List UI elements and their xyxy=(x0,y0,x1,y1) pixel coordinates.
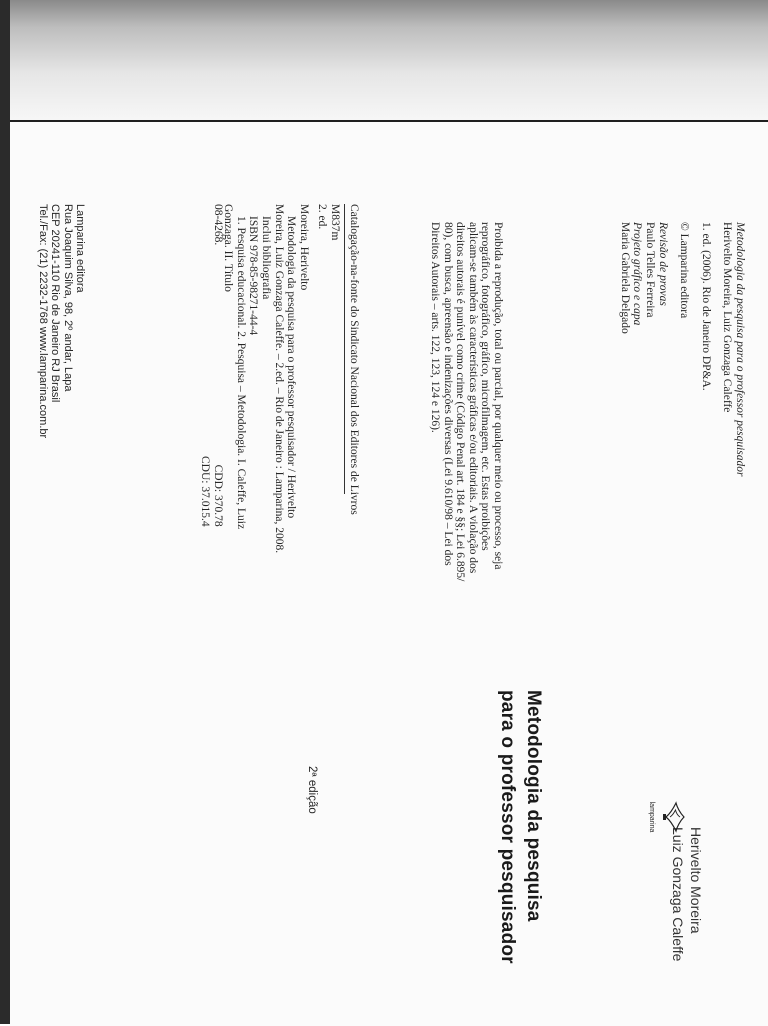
catalog-cdd: CDD: 370.78 xyxy=(212,464,224,527)
credits-copyright: © Lamparina editora xyxy=(678,222,691,319)
credits-title-line: Metodologia da pesquisa para o professor pesquisador xyxy=(734,222,746,477)
publisher-city: CEP 20241-110 Rio de Janeiro RJ Brasil xyxy=(49,204,62,403)
revision-name: Paulo Telles Ferreira xyxy=(644,222,657,318)
title-author-1: Herivelto Moreira xyxy=(688,827,704,934)
legal-line: aplicam-se também às características gráficas e/ou editoriais. A violação dos xyxy=(466,222,479,574)
lamp-icon xyxy=(660,798,686,836)
catalog-call-number: M837m xyxy=(329,204,341,241)
catalog-line: Gonzaga. II. Título xyxy=(222,204,235,292)
catalog-line: Inclui bibliografia xyxy=(260,216,273,300)
catalog-number: 08-4268. xyxy=(212,204,224,246)
credits-authors-line: Herivelto Moreira, Luiz Gonzaga Caleffe xyxy=(721,222,734,413)
credits-block xyxy=(618,222,746,477)
legal-line: 80), com busca, apreensão e indenizações diversas (Lei 9.610/98 – Lei dos xyxy=(441,222,454,566)
publisher-contact: Tel./Fax: (21) 2232-1768 www.lamparina.com.br xyxy=(36,204,49,439)
publisher-address: Rua Joaquim Silva, 98, 2º andar, Lapa xyxy=(61,204,74,392)
title-author-2: Luiz Gonzaga Caleffe xyxy=(670,827,686,962)
legal-notice xyxy=(428,222,504,581)
title-line-1: Metodologia da pesquisa xyxy=(523,690,544,922)
catalog-header: Catalogação-na-fonte do Sindicato Nacional dos Editores de Livros xyxy=(348,204,360,515)
design-name: Maria Gabriela Delgado xyxy=(618,222,631,334)
design-label: Projeto gráfico e capa xyxy=(631,222,644,326)
legal-line: Direitos Autorais – arts. 122, 123, 124 e 126). xyxy=(429,222,442,433)
catalog-line: 1. Pesquisa educacional. 2. Pesquisa – Metodologia. I. Caleffe, Luiz xyxy=(234,216,247,530)
catalog-call-edition: 2. ed. xyxy=(316,204,329,230)
logo-label: lamparina xyxy=(648,801,655,833)
page-shadow xyxy=(10,0,768,122)
catalog-author: Moreira, Herivelto xyxy=(297,204,310,291)
revision-label: Revisão de provas xyxy=(656,222,669,306)
legal-line: reprográfico, fotográfico, gráfico, microfilmagem, etc. Estas proibições xyxy=(479,222,492,551)
lamparina-logo xyxy=(648,798,686,836)
book-binding xyxy=(0,0,10,1024)
catalog-isbn: ISBN 978-85-98271-44-4 xyxy=(247,216,260,336)
publisher-block xyxy=(36,204,86,438)
rotated-spread xyxy=(14,134,754,1014)
catalog-rule xyxy=(344,204,345,494)
publisher-name: Lamparina editora xyxy=(74,204,86,293)
catalog-line: Moreira, Luiz Gonzaga Caleffe. – 2.ed. – Rio de Janeiro : Lamparina, 2008. xyxy=(272,204,285,554)
legal-line: direitos autorais é punível como crime (Código Penal art. 184 e §§; Lei 6.895/ xyxy=(454,222,467,582)
legal-line: Proibida a reprodução, total ou parcial, por qualquer meio ou processo, seja xyxy=(492,222,504,570)
title-line-2: para o professor pesquisador xyxy=(497,690,518,964)
catalog-line: Metodologia da pesquisa para o professor pesquisador / Herivelto xyxy=(285,216,298,519)
catalog-cdd-block xyxy=(199,456,224,527)
edition-label: 2ª edição xyxy=(306,766,318,814)
catalog-body xyxy=(222,204,341,553)
book-spread xyxy=(10,120,768,1026)
credits-edition-line: 1. ed. (2006). Rio de Janeiro DP&A. xyxy=(699,222,712,391)
catalog-cdu: CDU: 37.015.4 xyxy=(199,456,212,527)
